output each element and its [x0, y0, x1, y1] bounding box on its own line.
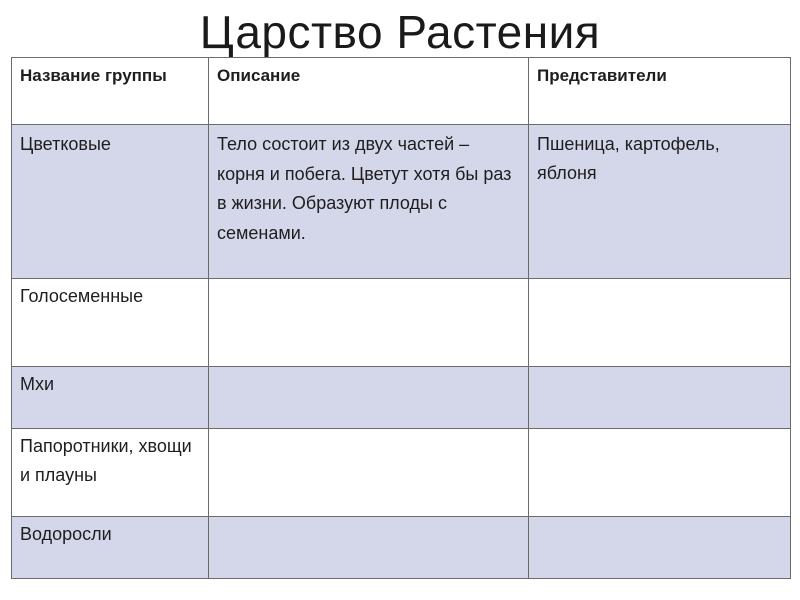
header-description: Описание: [209, 58, 529, 125]
cell-description: Тело состоит из двух частей – корня и побега. Цветут хотя бы раз в жизни. Образуют плоды с семенами.: [209, 125, 529, 279]
cell-description: [209, 367, 529, 429]
table-row: [12, 517, 791, 579]
cell-group: Мхи: [12, 367, 209, 429]
table-header-row: [12, 58, 791, 125]
cell-representatives: [529, 279, 791, 367]
cell-representatives: Пшеница, картофель, яблоня: [529, 125, 791, 279]
table-row: [12, 125, 791, 279]
cell-group: Голосеменные: [12, 279, 209, 367]
cell-group: Водоросли: [12, 517, 209, 579]
table-row: [12, 429, 791, 517]
header-group-name: Название группы: [12, 58, 209, 125]
table-row: [12, 367, 791, 429]
cell-group: Папоротники, хвощи и плауны: [12, 429, 209, 517]
cell-representatives: [529, 367, 791, 429]
table-row: [12, 279, 791, 367]
cell-description: [209, 279, 529, 367]
cell-description: [209, 429, 529, 517]
plants-table: [11, 57, 791, 579]
header-representatives: Представители: [529, 58, 791, 125]
cell-group: Цветковые: [12, 125, 209, 279]
cell-representatives: [529, 429, 791, 517]
page-title: Царство Растения: [199, 6, 601, 58]
cell-representatives: [529, 517, 791, 579]
cell-description: [209, 517, 529, 579]
